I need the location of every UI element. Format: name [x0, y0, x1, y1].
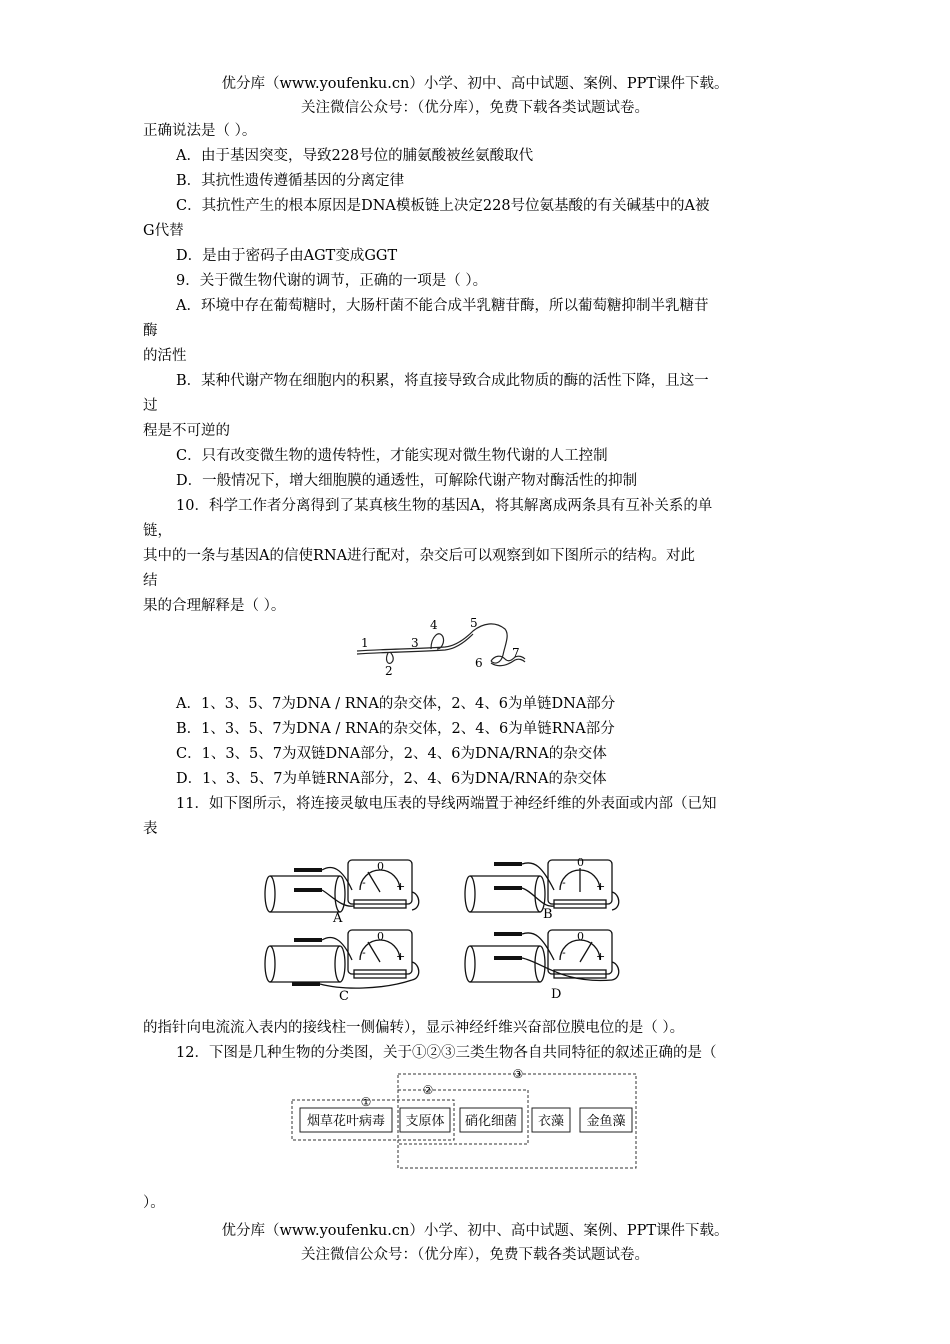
voltmeter-figure — [262, 850, 642, 1010]
header-line-1: 优分库（www.youfenku.cn）小学、初中、高中试题、案例、PPT课件下载。 — [221, 76, 729, 92]
classification-figure — [286, 1066, 638, 1170]
q9-option-a-cont-2: 的活性 — [143, 348, 187, 364]
group-2-label: ② — [422, 1083, 434, 1097]
q9-option-b: B．某种代谢产物在细胞内的积累，将直接导致合成此物质的酶的活性下降，且这一 — [176, 373, 709, 389]
panel-a-label: A — [333, 911, 343, 926]
figure-label-2: 2 — [385, 664, 393, 678]
q9-option-c: C．只有改变微生物的遗传特性，才能实现对微生物代谢的人工控制 — [176, 448, 608, 464]
footer-line-2: 关注微信公众号：（优分库），免费下载各类试题试卷。 — [301, 1247, 649, 1263]
figure-label-5: 5 — [470, 616, 478, 630]
q10-stem: 10．科学工作者分离得到了某真核生物的基因A，将其解离成两条具有互补关系的单 — [176, 498, 713, 514]
organism-nitrifying-bacteria: 硝化细菌 — [464, 1114, 518, 1129]
group-3-label: ③ — [512, 1067, 524, 1081]
figure-label-3: 3 — [411, 636, 419, 650]
q11-stem-cont: 表 — [143, 821, 158, 837]
hybrid-molecule-figure — [355, 615, 530, 677]
q10-stem-cont: 链， — [143, 523, 172, 539]
panel-b-minus: - — [562, 876, 566, 889]
panel-c-minus: - — [362, 946, 366, 959]
panel-c-label: C — [339, 989, 349, 1004]
panel-c-plus: + — [396, 950, 406, 963]
group-1-label: ① — [360, 1095, 372, 1109]
q10-option-c: C．1、3、5、7为双链DNA部分，2、4、6为DNA/RNA的杂交体 — [176, 746, 607, 762]
panel-b-plus: + — [596, 880, 606, 893]
panel-d-zero: 0 — [577, 930, 584, 943]
figure-label-6: 6 — [475, 656, 483, 670]
organism-mycoplasma: 支原体 — [405, 1114, 445, 1129]
q8-option-a: A．由于基因突变，导致228号位的脯氨酸被丝氨酸取代 — [176, 148, 534, 164]
q12-stem: 12．下图是几种生物的分类图，关于①②③三类生物各自共同特征的叙述正确的是（ — [176, 1045, 717, 1061]
organism-tobacco-mosaic-virus: 烟草花叶病毒 — [306, 1114, 386, 1129]
panel-d-label: D — [551, 987, 562, 1002]
panel-b-zero: 0 — [577, 856, 584, 869]
organism-hornwort: 金鱼藻 — [586, 1114, 626, 1129]
q8-option-c: C．其抗性产生的根本原因是DNA模板链上决定228号位氨基酸的有关碱基中的A被 — [176, 198, 710, 214]
q10-option-d: D．1、3、5、7为单链RNA部分，2、4、6为DNA/RNA的杂交体 — [176, 771, 607, 787]
q8-option-d: D．是由于密码子由AGT变成GGT — [176, 248, 398, 264]
q10-stem-cont-2: 其中的一条与基因A的信使RNA进行配对，杂交后可以观察到如下图所示的结构。对此 — [143, 548, 696, 564]
panel-a-plus: + — [396, 880, 406, 893]
q9-option-b-cont: 过 — [143, 398, 158, 414]
q8-stem-end: 正确说法是（ ）。 — [143, 123, 257, 139]
footer-line-1: 优分库（www.youfenku.cn）小学、初中、高中试题、案例、PPT课件下载。 — [221, 1223, 729, 1239]
q10-option-a: A．1、3、5、7为DNA / RNA的杂交体，2、4、6为单链DNA部分 — [176, 696, 616, 712]
q8-option-c-cont: G代替 — [143, 223, 184, 239]
header-line-2: 关注微信公众号：（优分库），免费下载各类试题试卷。 — [301, 100, 649, 116]
q9-stem: 9．关于微生物代谢的调节，正确的一项是（ ）。 — [176, 273, 488, 289]
panel-c-zero: 0 — [377, 930, 384, 943]
panel-d-plus: + — [596, 950, 606, 963]
q10-stem-cont-4: 果的合理解释是（ ）。 — [143, 598, 286, 614]
q12-stem-end: ）。 — [143, 1195, 165, 1211]
figure-label-4: 4 — [430, 618, 438, 632]
panel-a-zero: 0 — [377, 860, 384, 873]
q9-option-a: A．环境中存在葡萄糖时，大肠杆菌不能合成半乳糖苷酶，所以葡萄糖抑制半乳糖苷 — [176, 298, 709, 314]
q9-option-a-cont: 酶 — [143, 323, 158, 339]
figure-label-7: 7 — [512, 646, 520, 660]
organism-chlamydomonas: 衣藻 — [537, 1114, 565, 1129]
q10-stem-cont-3: 结 — [143, 573, 158, 589]
q11-stem-cont-2: 的指针向电流流入表内的接线柱一侧偏转），显示神经纤维兴奋部位膜电位的是（ ）。 — [143, 1020, 685, 1036]
figure-label-1: 1 — [361, 636, 369, 650]
panel-b-label: B — [543, 907, 553, 922]
q10-option-b: B．1、3、5、7为DNA / RNA的杂交体，2、4、6为单链RNA部分 — [176, 721, 615, 737]
q11-stem: 11．如下图所示，将连接灵敏电压表的导线两端置于神经纤维的外表面或内部（已知 — [176, 796, 717, 812]
q9-option-b-cont-2: 程是不可逆的 — [143, 423, 230, 439]
panel-d-minus: - — [562, 946, 566, 959]
panel-a-minus: - — [362, 876, 366, 889]
q9-option-d: D．一般情况下，增大细胞膜的通透性，可解除代谢产物对酶活性的抑制 — [176, 473, 638, 489]
q8-option-b: B．其抗性遗传遵循基因的分离定律 — [176, 173, 405, 189]
